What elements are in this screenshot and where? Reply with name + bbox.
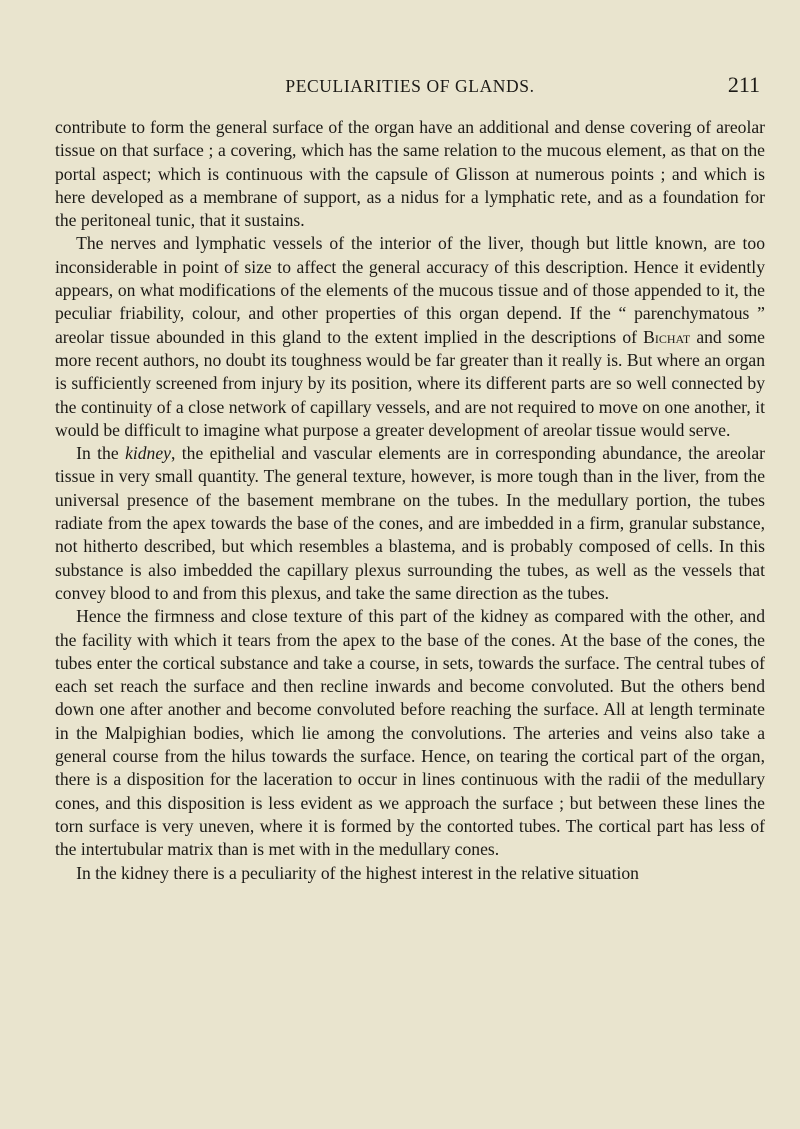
- paragraph-4: Hence the firmness and close texture of this part of the kidney as compared with the other, and the facility with which it tears from the apex to the base of the cones. At the base of the cones, the tubes enter the cortical substance and take a course, in sets, towards the surface. The central tubes of each set reach the surface and then recline inwards and become convoluted. But the others bend down one after another and become convoluted before reaching the surface. All at length terminate in the Malpighian bodies, which lie among the convolutions. The arteries and veins also take a general course from the hilus towards the surface. Hence, on tearing the cortical part of the organ, there is a disposition for the laceration to occur in lines continuous with the radii of the medullary cones, and this disposition is less evident as we approach the surface ; but between these lines the torn surface is very uneven, where it is formed by the contorted tubes. The cortical part has less of the intertubular matrix than is met with in the medullary cones.: [55, 606, 765, 860]
- paragraph-2-text-a: The nerves and lymphatic vessels of the interior of the liver, though but little known, are too inconsiderable in point of size to affect the general accuracy of this description. Hence it evidently appears, on what modifications of the elements of the mucous tissue and of those appended to it, the peculiar friability, colour, and other properties of this organ depend. If the “ parenchymatous ” areolar tissue abounded in this gland to the extent implied in the descriptions of: [55, 233, 765, 347]
- paragraph-3-text-a: In the: [76, 443, 126, 464]
- paragraph-3: [55, 442, 765, 605]
- paragraph-3-text-b: , the epithelial and vascular elements are in corresponding abundance, the areolar tissue in very small quantity. The general texture, however, is more tough than in the liver, from the universal presence of the basement membrane on the tubes. In the medullary portion, the tubes radiate from the apex towards the base of the cones, and are imbedded in a firm, granular substance, not hitherto described, but which resembles a blastema, and is probably composed of cells. In this substance is also imbedded the capillary plexus surrounding the tubes, as well as the vessels that convey blood to and from this plexus, and take the same direction as the tubes.: [55, 443, 765, 603]
- author-name-bichat: Bichat: [643, 326, 691, 347]
- page-header: [60, 74, 760, 102]
- page-number: 211: [727, 72, 760, 97]
- running-head: PECULIARITIES OF GLANDS.: [285, 76, 535, 96]
- paragraph-2-text-b: and some more recent authors, no doubt its toughness would be far greater than it really is. But where an organ is sufficiently screened from injury by its position, where its different parts are so well connected by the continuity of a close network of capillary vessels, and are not required to move on one another, it would be difficult to imagine what purpose a greater development of areolar tissue would serve.: [55, 326, 765, 440]
- body-text: [55, 116, 765, 885]
- paragraph-2: [55, 232, 765, 442]
- paragraph-1: contribute to form the general surface of the organ have an additional and dense covering of areolar tissue on that surface ; a covering, which has the same relation to the mucous element, as that on the portal aspect; which is continuous with the capsule of Glisson at numerous points ; and which is here developed as a membrane of support, as a nidus for a lymphatic rete, and as a foundation for the peritoneal tunic, that it sustains.: [55, 117, 765, 231]
- paragraph-5: In the kidney there is a peculiarity of the highest interest in the relative situation: [76, 862, 639, 883]
- term-kidney: kidney: [125, 443, 171, 464]
